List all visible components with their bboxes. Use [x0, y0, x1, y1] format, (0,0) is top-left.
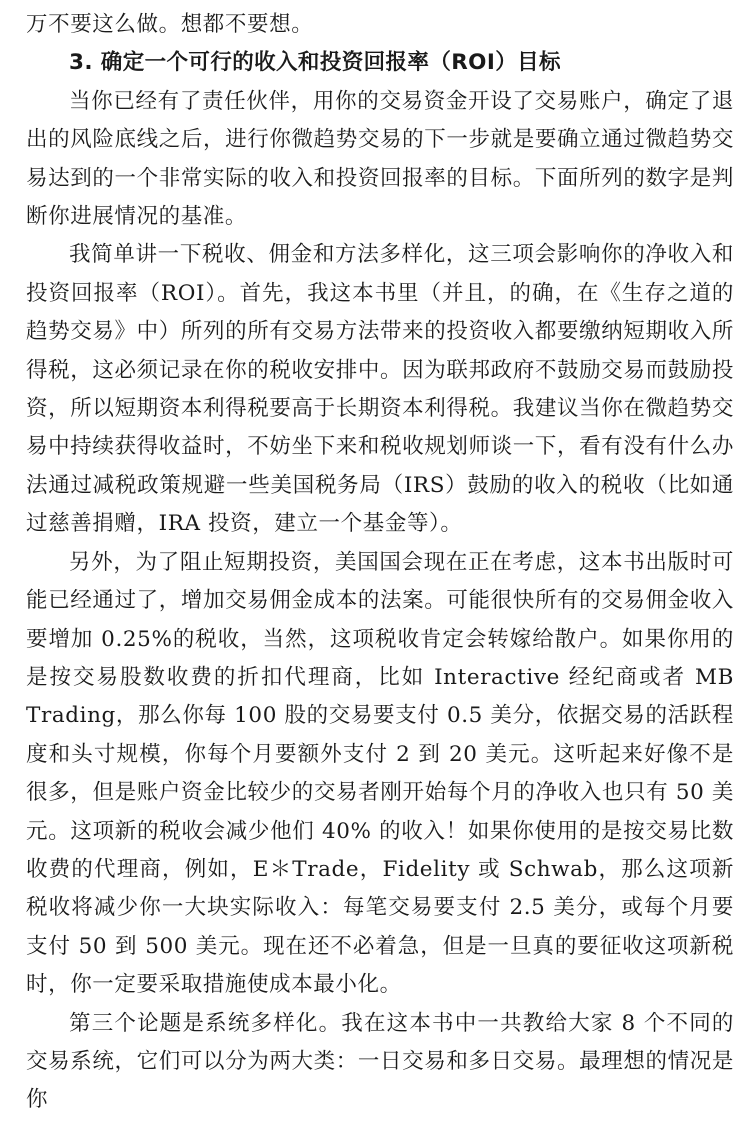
paragraph-system-diversification: 第三个论题是系统多样化。我在这本书中一共教给大家 8 个不同的交易系统，它们可以分为两大类：一日交易和多日交易。最理想的情况是你: [26, 1010, 734, 1113]
paragraph-next-step: 当你已经有了责任伙伴，用你的交易资金开设了交易账户，确定了退出的风险底线之后，进行你微趋势交易的下一步就是要确立通过微趋势交易达到的一个非常实际的收入和投资回报率的目标。下面所列的数字是判断你进展情况的基准。: [26, 88, 734, 230]
section-heading-roi-target: 3. 确定一个可行的收入和投资回报率（ROI）目标: [69, 50, 561, 76]
paragraph-tax-commission: 我简单讲一下税收、佣金和方法多样化，这三项会影响你的净收入和投资回报率（ROI）。首先，我这本书里（并且，的确，在《生存之道的趋势交易》中）所列的所有交易方法带来的投资收入都要缴纳短期收入所得税，这必须记录在你的税收安排中。因为联邦政府不鼓励交易而鼓励投资，所以短期资本利得税要高于长期资本利得税。我建议当你在微趋势交易中持续获得收益时，不妨坐下来和税收规划师谈一下，看有没有什么办法通过减税政策规避一些美国税务局（IRS）鼓励的收入的税收（比如通过慈善捐赠，IRA 投资，建立一个基金等）。: [26, 242, 734, 537]
paragraph-congress-fee: 另外，为了阻止短期投资，美国国会现在正在考虑，这本书出版时可能已经通过了，增加交易佣金成本的法案。可能很快所有的交易佣金收入要增加 0.25%的税收，当然，这项税收肯定会转嫁给散户。如果你用的是按交易股数收费的折扣代理商，比如 Interactive 经纪商或者 MB Trading，那么你每 100 股的交易要支付 0.5 美分，依据交易的活跃程度和头寸规模，你每个月要额外支付 2 到 20 美元。这听起来好像不是很多，但是账户资金比较少的交易者刚开始每个月的净收入也只有 50 美元。这项新的税收会减少他们 40% 的收入！如果你使用的是按交易比数收费的代理商，例如，E＊Trade，Fidelity 或 Schwab，那么这项新税收将减少你一大块实际收入：每笔交易要支付 2.5 美分，或每个月要支付 50 到 500 美元。现在还不必着急，但是一旦真的要征收这项新税时，你一定要采取措施使成本最小化。: [26, 549, 734, 998]
continued-paragraph: 万不要这么做。想都不要想。: [26, 12, 314, 37]
